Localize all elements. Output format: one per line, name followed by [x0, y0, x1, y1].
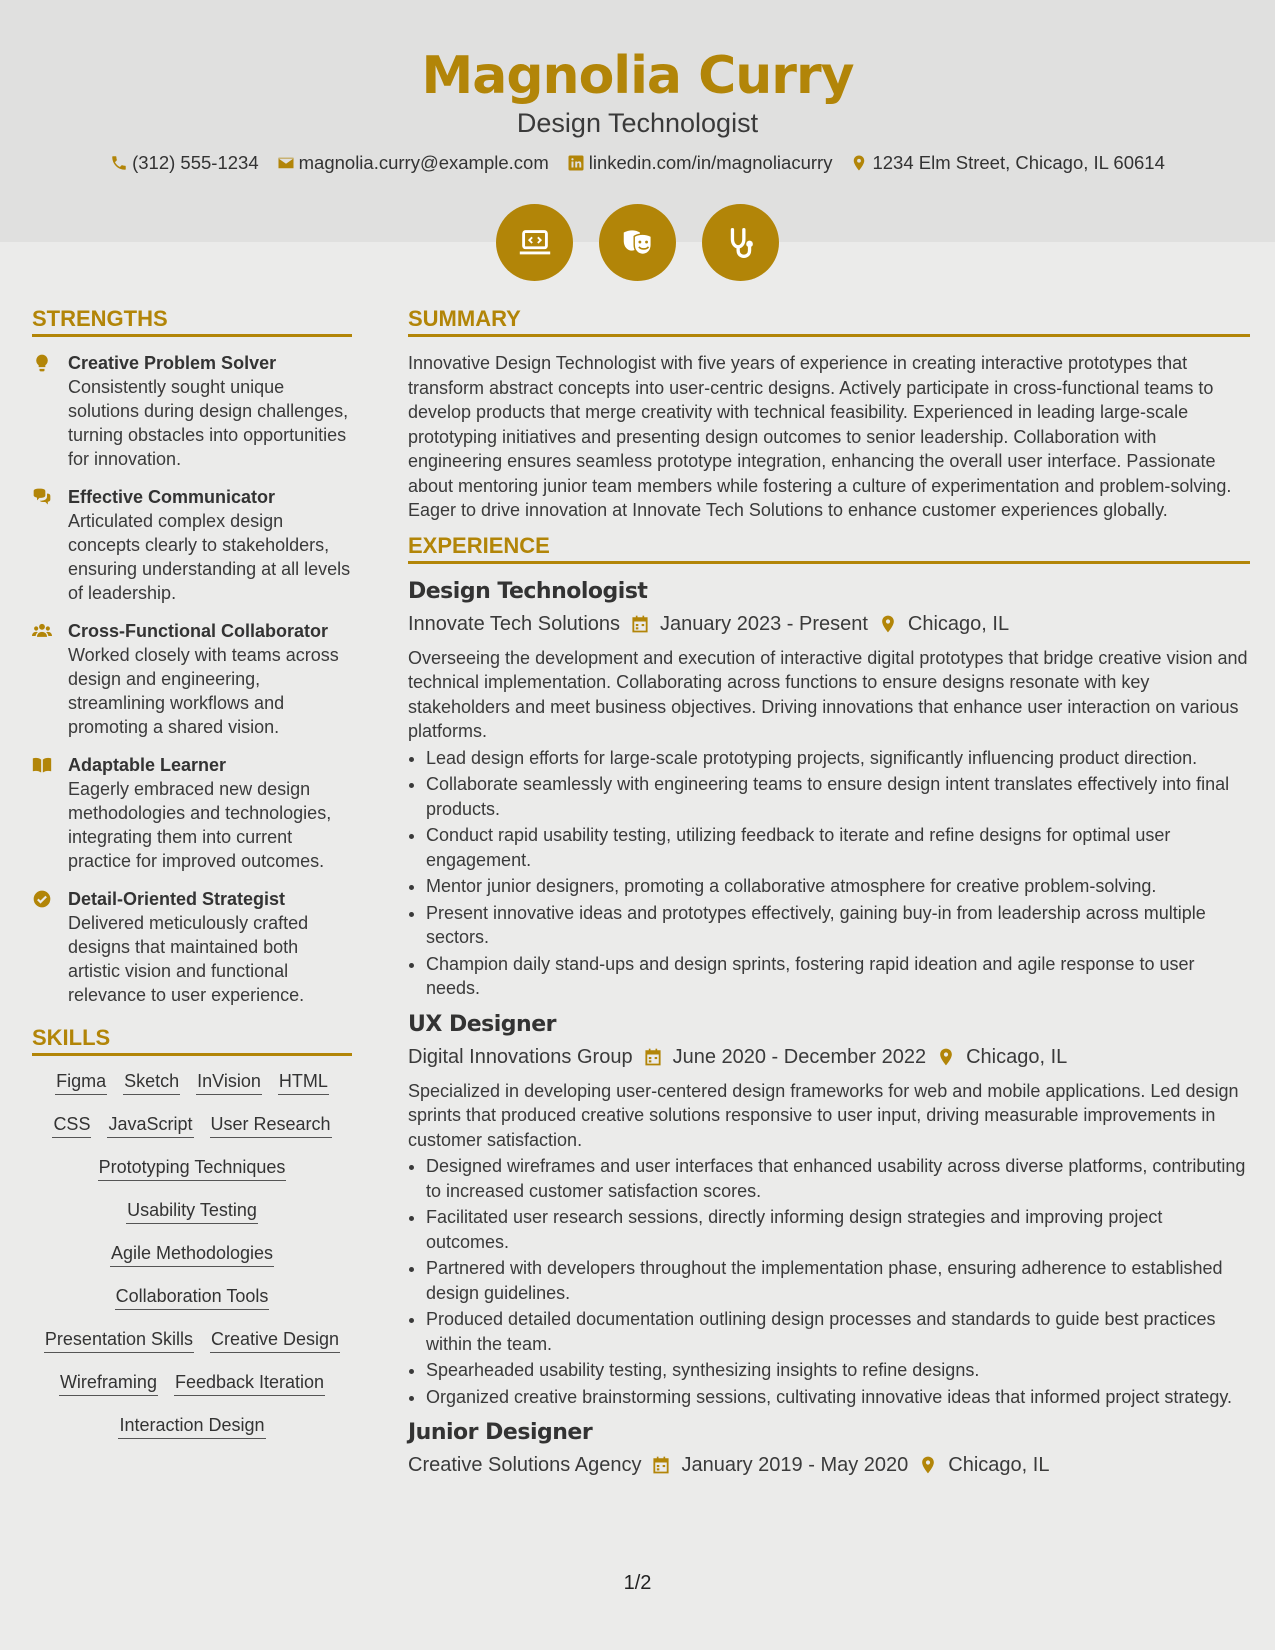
- check-circle-icon: [32, 889, 52, 909]
- list-item: • Conduct rapid usability testing, utilizing feedback to iterate and refine designs for optimal user engagement.: [426, 823, 1250, 872]
- strength-desc: Articulated complex design concepts clearly to stakeholders, ensuring understanding at all levels of leadership.: [68, 511, 351, 603]
- job-title: Junior Designer: [408, 1420, 593, 1445]
- skill-tag: Feedback Iteration: [174, 1371, 325, 1396]
- strength-title: Cross-Functional Collaborator: [68, 621, 329, 641]
- right-column: [408, 306, 1250, 1487]
- list-item: • Mentor junior designers, promoting a collaborative atmosphere for creative problem-solving.: [426, 874, 1250, 899]
- list-item: • Facilitated user research sessions, directly informing design strategies and improving project outcomes.: [426, 1205, 1250, 1254]
- contact-email[interactable]: [277, 152, 549, 174]
- calendar-icon: [643, 1047, 663, 1067]
- experience-heading: EXPERIENCE: [408, 533, 1250, 564]
- list-item: • Organized creative brainstorming sessions, cultivating innovative ideas that informed project strategy.: [426, 1385, 1250, 1410]
- job-dates: January 2023 - Present: [660, 612, 868, 635]
- linkedin-icon: [567, 154, 585, 172]
- skills-heading: SKILLS: [32, 1025, 352, 1056]
- users-icon: [32, 621, 52, 641]
- job-meta: [408, 610, 1250, 638]
- skill-tag: Interaction Design: [118, 1414, 265, 1439]
- list-item: • Champion daily stand-ups and design sprints, fostering rapid ideation and agile response to user needs.: [426, 952, 1250, 1001]
- strength-title: Adaptable Learner: [68, 755, 227, 775]
- strength-item: [32, 351, 352, 471]
- job-title: UX Designer: [408, 1011, 556, 1037]
- skill-tag: Sketch: [123, 1070, 180, 1095]
- strength-desc: Worked closely with teams across design and engineering, streamlining workflows and promoting a shared vision.: [68, 645, 339, 737]
- strength-desc: Consistently sought unique solutions during design challenges, turning obstacles into opportunities for innovation.: [68, 377, 349, 469]
- job-company: Digital Innovations Group: [408, 1045, 633, 1068]
- job-location: Chicago, IL: [966, 1045, 1068, 1068]
- job-location: Chicago, IL: [948, 1454, 1050, 1476]
- comments-icon: [32, 487, 52, 507]
- list-item: • Present innovative ideas and prototypes effectively, gaining buy-in from leadership across multiple sectors.: [426, 901, 1250, 950]
- skill-tag: Figma: [55, 1070, 107, 1095]
- job-description: Specialized in developing user-centered design frameworks for web and mobile applications. Led design sprints that produced creative solutions responsive to user input, driving measurable improvements in customer satisfaction.: [408, 1080, 1239, 1150]
- job-bullets: [408, 1154, 1250, 1409]
- job-entry: [408, 578, 1250, 1001]
- skill-tag: Agile Methodologies: [110, 1242, 274, 1267]
- map-pin-icon: [936, 1047, 956, 1067]
- skill-tag: JavaScript: [107, 1113, 193, 1138]
- job-bullets: [408, 746, 1250, 1001]
- left-column: [32, 306, 352, 1457]
- skill-tag: Presentation Skills: [44, 1328, 194, 1353]
- skill-tag: Collaboration Tools: [115, 1285, 270, 1310]
- map-pin-icon: [850, 154, 868, 172]
- email-text[interactable]: magnolia.curry@example.com: [298, 152, 549, 173]
- book-open-icon: [32, 755, 52, 775]
- summary-heading: SUMMARY: [408, 306, 1250, 337]
- strength-item: [32, 753, 352, 873]
- skills-list: [32, 1070, 352, 1457]
- job-description: Overseeing the development and execution of interactive digital prototypes that bridge creative vision and technical implementation. Collaborating across functions to ensure designs resonate with key stakeholders and meet business objectives. Driving innovations that enhance user interaction on various platforms.: [408, 647, 1248, 741]
- list-item: • Produced detailed documentation outlining design processes and standards to guide best practices within the team.: [426, 1307, 1250, 1356]
- job-location: Chicago, IL: [907, 612, 1010, 635]
- linkedin-text[interactable]: linkedin.com/in/magnoliacurry: [588, 152, 833, 173]
- summary-text: Innovative Design Technologist with five years of experience in creating interactive prototypes that transform abstract concepts into user-centric designs. Actively participate in cross-functional teams to develop products that merge creativity with technical feasibility. Experienced in leading large-scale prototyping initiatives and presenting design outcomes to senior leadership. Collaboration with engineering ensures seamless prototype integration, enhancing the overall user interface. Passionate about mentoring junior team members while fostering a culture of experimentation and problem-solving. Eager to drive innovation at Innovate Tech Solutions to enhance customer experiences globally.: [408, 353, 1232, 520]
- job-company: Creative Solutions Agency: [408, 1454, 642, 1476]
- list-item: • Spearheaded usability testing, synthesizing insights to refine designs.: [426, 1358, 1250, 1383]
- list-item: • Lead design efforts for large-scale prototyping projects, significantly influencing product direction.: [426, 746, 1250, 771]
- skill-tag: Prototyping Techniques: [98, 1156, 287, 1181]
- strengths-heading: STRENGTHS: [32, 306, 352, 337]
- contact-address: [850, 152, 1164, 174]
- job-title: Design Technologist: [408, 578, 648, 604]
- job-meta: [408, 1451, 1250, 1479]
- skill-tag: InVision: [196, 1070, 262, 1095]
- job-entry: [408, 1419, 1250, 1479]
- job-dates: January 2019 - May 2020: [681, 1454, 909, 1476]
- skill-tag: Usability Testing: [126, 1199, 258, 1224]
- candidate-name: Magnolia Curry: [421, 46, 854, 106]
- laptop-code-icon: [496, 204, 573, 281]
- contact-linkedin[interactable]: [567, 152, 833, 174]
- strength-item: [32, 619, 352, 739]
- phone-text: (312) 555-1234: [132, 152, 259, 173]
- page-number: 1/2: [623, 1572, 652, 1594]
- strength-title: Detail-Oriented Strategist: [68, 889, 286, 909]
- skill-tag: Wireframing: [59, 1371, 158, 1396]
- header-badges: [0, 204, 1275, 281]
- candidate-role: Design Technologist: [516, 108, 759, 138]
- contact-bar: [0, 152, 1275, 174]
- skill-tag: HTML: [278, 1070, 329, 1095]
- strength-item: [32, 887, 352, 1007]
- envelope-icon: [277, 154, 295, 172]
- contact-phone: [110, 152, 259, 174]
- strength-desc: Eagerly embraced new design methodologies and technologies, integrating them into current practice for improved outcomes.: [68, 779, 332, 871]
- stethoscope-icon: [702, 204, 779, 281]
- lightbulb-icon: [32, 353, 52, 373]
- list-item: • Partnered with developers throughout the implementation phase, ensuring adherence to established design guidelines.: [426, 1256, 1250, 1305]
- address-text: 1234 Elm Street, Chicago, IL 60614: [872, 152, 1165, 173]
- map-pin-icon: [918, 1455, 938, 1475]
- skills-section: [32, 1025, 352, 1457]
- job-meta: [408, 1043, 1250, 1071]
- map-pin-icon: [878, 614, 898, 634]
- strength-desc: Delivered meticulously crafted designs that maintained both artistic vision and functional relevance to user experience.: [68, 913, 309, 1005]
- skill-tag: CSS: [52, 1113, 91, 1138]
- calendar-icon: [630, 614, 650, 634]
- job-company: Innovate Tech Solutions: [408, 612, 621, 635]
- strength-title: Creative Problem Solver: [68, 353, 277, 373]
- strength-title: Effective Communicator: [68, 487, 276, 507]
- list-item: • Designed wireframes and user interfaces that enhanced usability across diverse platforms, contributing to increased customer satisfaction scores.: [426, 1154, 1250, 1203]
- calendar-icon: [651, 1455, 671, 1475]
- skill-tag: User Research: [210, 1113, 332, 1138]
- job-entry: [408, 1011, 1250, 1410]
- list-item: • Collaborate seamlessly with engineering teams to ensure design intent translates effectively into final products.: [426, 772, 1250, 821]
- phone-icon: [110, 154, 128, 172]
- job-dates: June 2020 - December 2022: [672, 1045, 927, 1068]
- skill-tag: Creative Design: [210, 1328, 340, 1353]
- strength-item: [32, 485, 352, 605]
- theater-masks-icon: [599, 204, 676, 281]
